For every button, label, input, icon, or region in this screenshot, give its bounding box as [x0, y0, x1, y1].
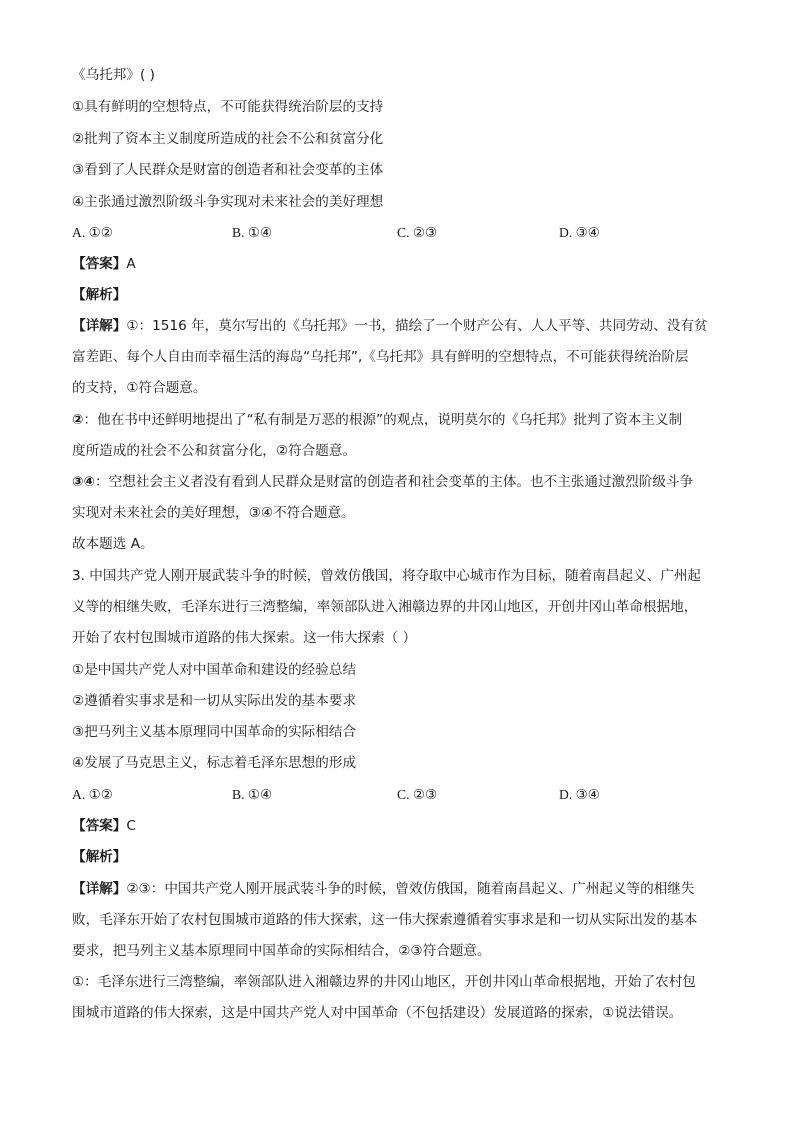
- q2-options: [72, 223, 732, 243]
- detail-tag: 【详解】: [72, 318, 127, 334]
- q3-para2-line-2: 围城市道路的伟大探索，这是中国共产党人对中国革命（不包括建设）发展道路的探索，①说法错误。: [72, 1005, 683, 1021]
- q3-analysis-heading: [72, 847, 126, 867]
- q2-para3-line-1: [72, 472, 693, 492]
- q3-answer: [72, 816, 136, 836]
- analysis-tag: 【解析】: [72, 287, 127, 303]
- q3-option-d: D. ③④: [559, 787, 600, 802]
- q3-detail-line-2: 败，毛泽东开始了农村包围城市道路的伟大探索，这一伟大探索遵循着实事求是和一切从实际出发的基本: [72, 912, 698, 928]
- para-text: ：他在书中还鲜明地提出了“私有制是万恶的根源”的观点，说明莫尔的《乌托邦》批判了资本主义制: [83, 412, 683, 428]
- q2-answer: [72, 254, 136, 274]
- q2-option-d: D. ③④: [559, 225, 600, 240]
- q2-para2-line-2: 度所造成的社会不公和贫富分化，②符合题意。: [72, 443, 357, 459]
- q3-choice-4: ④发展了马克思主义，标志着毛泽东思想的形成: [72, 755, 357, 771]
- q2-conclusion: 故本题选 A。: [72, 536, 154, 552]
- q3-para2-line-1: ①：毛泽东进行三湾整编，率领部队进入湘赣边界的井冈山地区，开创井冈山革命根据地，开始了农村包: [72, 974, 696, 990]
- answer-value: A: [126, 256, 136, 272]
- q2-choice-2: ②批判了资本主义制度所造成的社会不公和贫富分化: [72, 131, 384, 147]
- detail-text: ②③：中国共产党人刚开展武装斗争的时候，曾效仿俄国，随着南昌起义、广州起义等的相继失: [126, 881, 695, 897]
- para-text: ：空想社会主义者没有看到人民群众是财富的创造者和社会变革的主体。也不主张通过激烈阶级斗争: [95, 474, 694, 490]
- q3-stem-line-1: 3. 中国共产党人刚开展武装斗争的时候，曾效仿俄国，将夺取中心城市作为目标，随着南昌起义、广州起: [72, 568, 702, 584]
- q2-choice-3: ③看到了人民群众是财富的创造者和社会变革的主体: [72, 162, 384, 178]
- q3-choice-3: ③把马列主义基本原理同中国革命的实际相结合: [72, 724, 357, 740]
- analysis-tag: 【解析】: [72, 849, 127, 865]
- q2-para2-line-1: [72, 410, 682, 430]
- q3-options: [72, 785, 732, 805]
- q3-option-a: A. ①②: [72, 787, 113, 802]
- q2-stem-tail: 《乌托邦》( ): [72, 67, 155, 83]
- q3-option-b: B. ①④: [232, 787, 273, 802]
- q3-option-c: C. ②③: [397, 787, 438, 802]
- q2-option-a: A. ①②: [72, 225, 113, 240]
- q3-choice-1: ①是中国共产党人对中国革命和建设的经验总结: [72, 662, 357, 678]
- para-label: ③④: [72, 474, 96, 490]
- answer-tag: 【答案】: [72, 818, 127, 834]
- answer-tag: 【答案】: [72, 256, 127, 272]
- q2-detail-line-1: [72, 316, 708, 336]
- para-label: ②: [72, 412, 84, 428]
- detail-tag: 【详解】: [72, 881, 127, 897]
- q3-detail-line-1: [72, 879, 695, 899]
- q2-option-b: B. ①④: [232, 225, 273, 240]
- q3-stem-line-3: 开始了农村包围城市道路的伟大探索。这一伟大探索（ ）: [72, 630, 417, 646]
- answer-value: C: [126, 818, 136, 834]
- q2-detail-line-2: 富差距、每个人自由而幸福生活的海岛“乌托邦”,《乌托邦》具有鲜明的空想特点，不可能获得统治阶层: [72, 349, 689, 365]
- q2-choice-1: ①具有鲜明的空想特点，不可能获得统治阶层的支持: [72, 99, 384, 115]
- q2-choice-4: ④主张通过激烈阶级斗争实现对未来社会的美好理想: [72, 194, 384, 210]
- q2-para3-line-2: 实现对未来社会的美好理想，③④不符合题意。: [72, 505, 355, 521]
- detail-text: ①：1516 年，莫尔写出的《乌托邦》一书，描绘了一个财产公有、人人平等、共同劳动、没有贫: [126, 318, 708, 334]
- q2-option-c: C. ②③: [397, 225, 438, 240]
- q2-analysis-heading: [72, 285, 126, 305]
- q3-detail-line-3: 要求，把马列主义基本原理同中国革命的实际相结合，②③符合题意。: [72, 943, 491, 959]
- q3-choice-2: ②遵循着实事求是和一切从实际出发的基本要求: [72, 693, 357, 709]
- q3-stem-line-2: 义等的相继失败，毛泽东进行三湾整编，率领部队进入湘赣边界的井冈山地区，开创井冈山革命根据地，: [72, 599, 698, 615]
- q2-detail-line-3: 的支持，①符合题意。: [72, 380, 207, 396]
